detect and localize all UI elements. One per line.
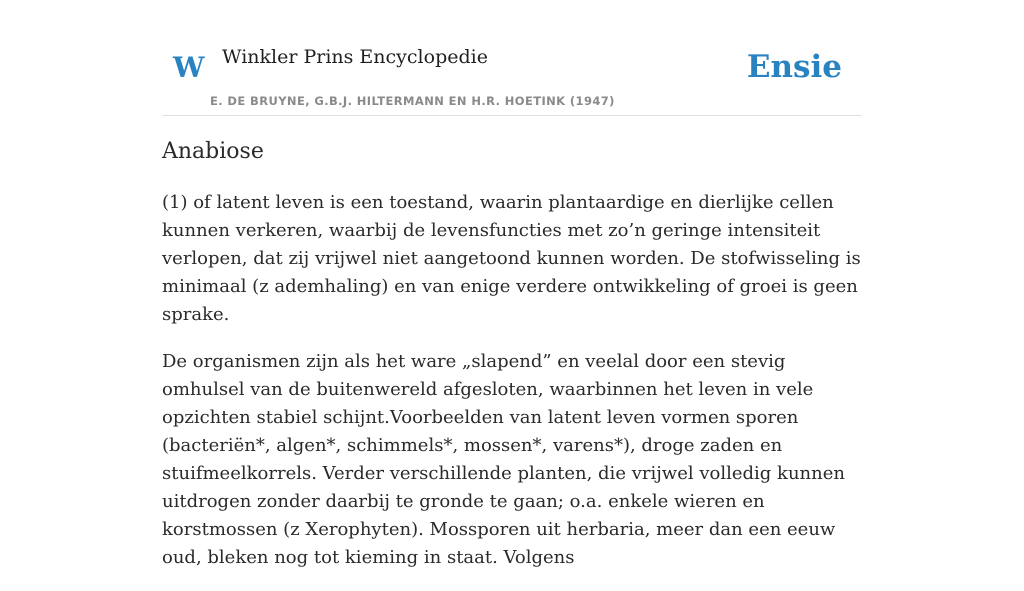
source-title[interactable]: Winkler Prins Encyclopedie bbox=[222, 46, 488, 68]
article bbox=[162, 138, 862, 591]
source-logo[interactable]: W bbox=[173, 51, 205, 84]
source-authors: E. DE BRUYNE, G.B.J. HILTERMANN EN H.R. HOETINK (1947) bbox=[210, 94, 615, 108]
article-paragraph: (1) of latent leven is een toestand, waarin plantaardige en dierlijke cellen kunnen verkeren, waarbij de levensfuncties met zo’n geringe intensiteit verlopen, dat zij vrijwel niet aangetoond kunnen worden. De stofwisseling is minimaal (z ademhaling) en van enige verdere ontwikkeling of groei is geen sprake. bbox=[162, 191, 861, 325]
source-header bbox=[162, 36, 862, 116]
brand-logo[interactable]: Ensie bbox=[746, 49, 842, 85]
article-paragraph: De organismen zijn als het ware „slapend” en veelal door een stevig omhulsel van de buitenwereld afgesloten, waarbinnen het leven in vele opzichten stabiel schijnt.Voorbeelden van latent leven vormen sporen (bacteriën*, algen*, schimmels*, mossen*, varens*), droge zaden en stuifmeelkorrels. Verder verschillende planten, die vrijwel volledig kunnen uitdrogen zonder daarbij te gronde te gaan; o.a. enkele wieren en korstmossen (z Xerophyten). Mossporen uit herbaria, meer dan een eeuw oud, bleken nog tot kieming in staat. Volgens bbox=[162, 350, 845, 568]
article-title: Anabiose bbox=[162, 139, 264, 164]
